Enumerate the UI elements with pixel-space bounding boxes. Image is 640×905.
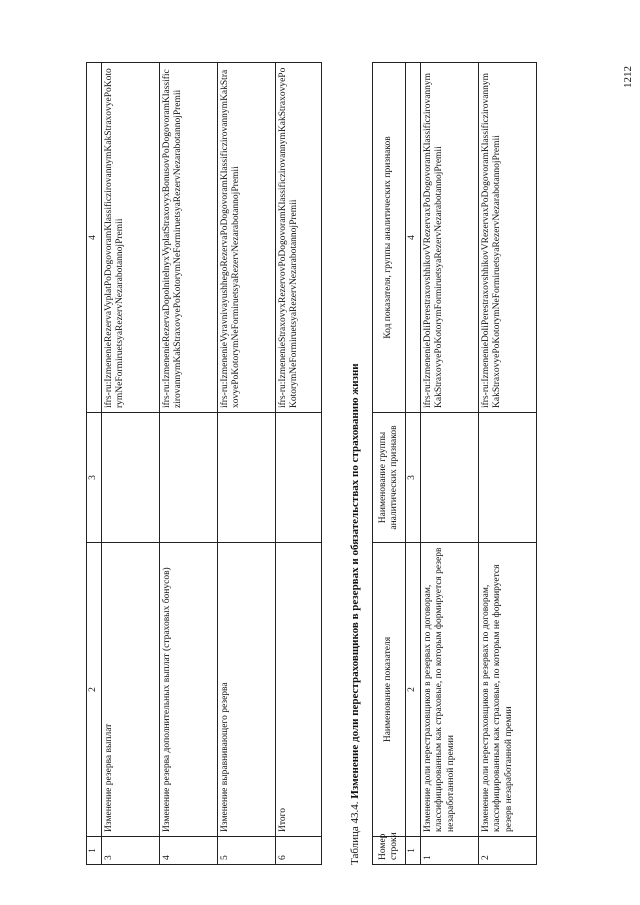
indicator-name: Итого (275, 543, 321, 837)
header-indicator-name: Наименование показателя (373, 543, 406, 837)
table-row (159, 63, 217, 865)
row-number: 2 (478, 837, 536, 865)
group-name (478, 413, 536, 543)
group-name (420, 413, 478, 543)
indicator-code: ifrs-ru:IzmenenieDoliPerestraxovshhikovVRezervaxPoDogovoramKlassificzirovannymKakStraxovyePoKotorymNeFormiruetsyaRezervNezarabotannojPremii (478, 63, 536, 413)
continuation-table (86, 62, 322, 865)
main-index-row (406, 63, 421, 865)
index-cell: 4 (406, 63, 421, 413)
indicator-code: ifrs-ru:IzmenenieStraxovyxRezervovPoDogovoramKlassificzirovannymKakStraxovyePoKotorymNeFormiruetsyaRezervNezarabotannojPremii (275, 63, 321, 413)
header-row-number: Номер строки (373, 837, 406, 865)
rotated-content (86, 63, 596, 865)
table-title (348, 63, 362, 865)
index-cell: 4 (87, 63, 102, 413)
group-name (275, 413, 321, 543)
page-number: 1212 (622, 66, 634, 88)
table-row (217, 63, 275, 865)
indicator-name: Изменение доли перестраховщиков в резервах по договорам, классифицированным как страховые, по которым не формируется резерв незаработанной премии (478, 543, 536, 837)
indicator-code: ifrs-ru:IzmenenieRezervaVyplatPoDogovoramKlassificzirovannymKakStraxovyePoKotorymNeFormiruetsyaRezervNezarabotannojPremii (101, 63, 159, 413)
table-title-text: Изменение доли перестраховщиков в резервах и обязательствах по страхованию жизни (349, 363, 361, 799)
index-cell: 3 (87, 413, 102, 543)
header-group-name: Наименование группы аналитических признаков (373, 413, 406, 543)
row-number: 5 (217, 837, 275, 865)
table-row (275, 63, 321, 865)
index-cell: 2 (87, 543, 102, 837)
index-cell: 1 (87, 837, 102, 865)
index-cell: 1 (406, 837, 421, 865)
row-number: 4 (159, 837, 217, 865)
main-table-header (373, 63, 406, 865)
row-number: 3 (101, 837, 159, 865)
indicator-name: Изменение доли перестраховщиков в резервах по договорам, классифицированным как страховые, по которым формируется резерв незаработанной премии (420, 543, 478, 837)
indicator-name: Изменение резерва дополнительных выплат (страховых бонусов) (159, 543, 217, 837)
table-row (478, 63, 536, 865)
continuation-index-row (87, 63, 102, 865)
main-table (372, 62, 537, 865)
table-title-number: Таблица 43.4. (349, 801, 361, 865)
indicator-name: Изменение выравнивающего резерва (217, 543, 275, 837)
index-cell: 3 (406, 413, 421, 543)
indicator-code: ifrs-ru:IzmenenieRezervaDopolnitelnyxVyplatStraxovyxBonusovPoDogovoramKlassificzirovannymKakStraxovyePoKotorymNeFormiruetsyaRezervNezarabotannojPremii (159, 63, 217, 413)
group-name (159, 413, 217, 543)
index-cell: 2 (406, 543, 421, 837)
header-code: Код показателя, группы аналитических признаков (373, 63, 406, 413)
indicator-code: ifrs-ru:IzmenenieDoliPerestraxovshhikovVRezervaxPoDogovoramKlassificzirovannymKakStraxovyePoKotorymFormiruetsyaRezervNezarabotannojPremii (420, 63, 478, 413)
group-name (217, 413, 275, 543)
table-row (420, 63, 478, 865)
group-name (101, 413, 159, 543)
indicator-name: Изменение резерва выплат (101, 543, 159, 837)
row-number: 6 (275, 837, 321, 865)
table-row (101, 63, 159, 865)
row-number: 1 (420, 837, 478, 865)
indicator-code: ifrs-ru:IzmenenieVyravnivayushhegoRezervaPoDogovoramKlassificzirovannymKakStraxovyePoKotorymNeFormiruetsyaRezervNezarabotannojPremii (217, 63, 275, 413)
